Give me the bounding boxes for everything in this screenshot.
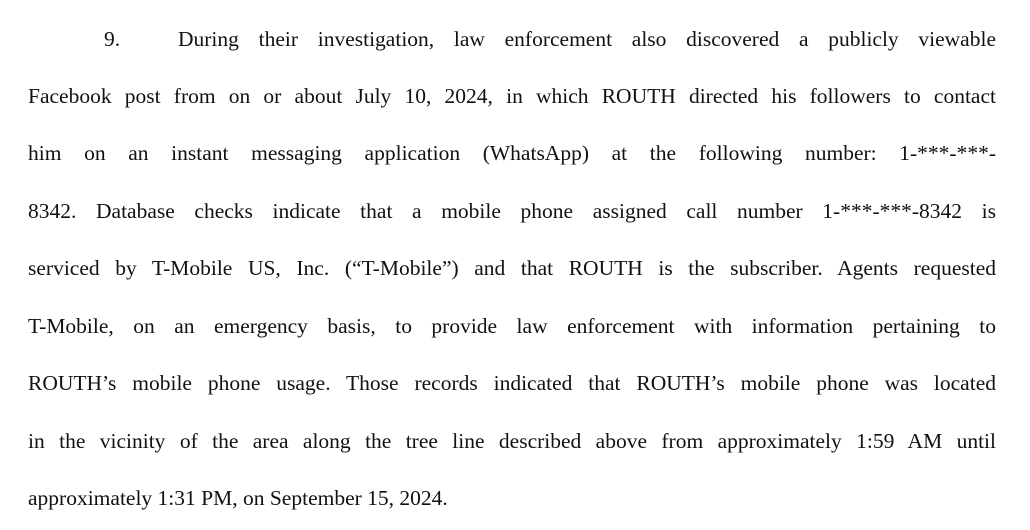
paragraph-line: serviced by T-Mobile US, Inc. (“T-Mobile”) and that ROUTH is the subscriber. Agents requested [28, 256, 996, 280]
paragraph-line: 8342. Database checks indicate that a mobile phone assigned call number 1-***-***-8342 is [28, 199, 996, 223]
paragraph-number: 9. [104, 27, 121, 51]
paragraph-line: Facebook post from on or about July 10, 2024, in which ROUTH directed his followers to contact [28, 84, 996, 108]
paragraph-line: approximately 1:31 PM, on September 15, 2024. [28, 486, 448, 510]
paragraph-line: him on an instant messaging application (WhatsApp) at the following number: 1-***-***- [28, 141, 996, 165]
paragraph-line: in the vicinity of the area along the tree line described above from approximately 1:59 AM until [28, 429, 996, 453]
paragraph-line: During their investigation, law enforcement also discovered a publicly viewable [178, 27, 996, 51]
paragraph-line: ROUTH’s mobile phone usage. Those records indicated that ROUTH’s mobile phone was located [28, 371, 996, 395]
paragraph-line: T-Mobile, on an emergency basis, to provide law enforcement with information pertaining to [28, 314, 996, 338]
